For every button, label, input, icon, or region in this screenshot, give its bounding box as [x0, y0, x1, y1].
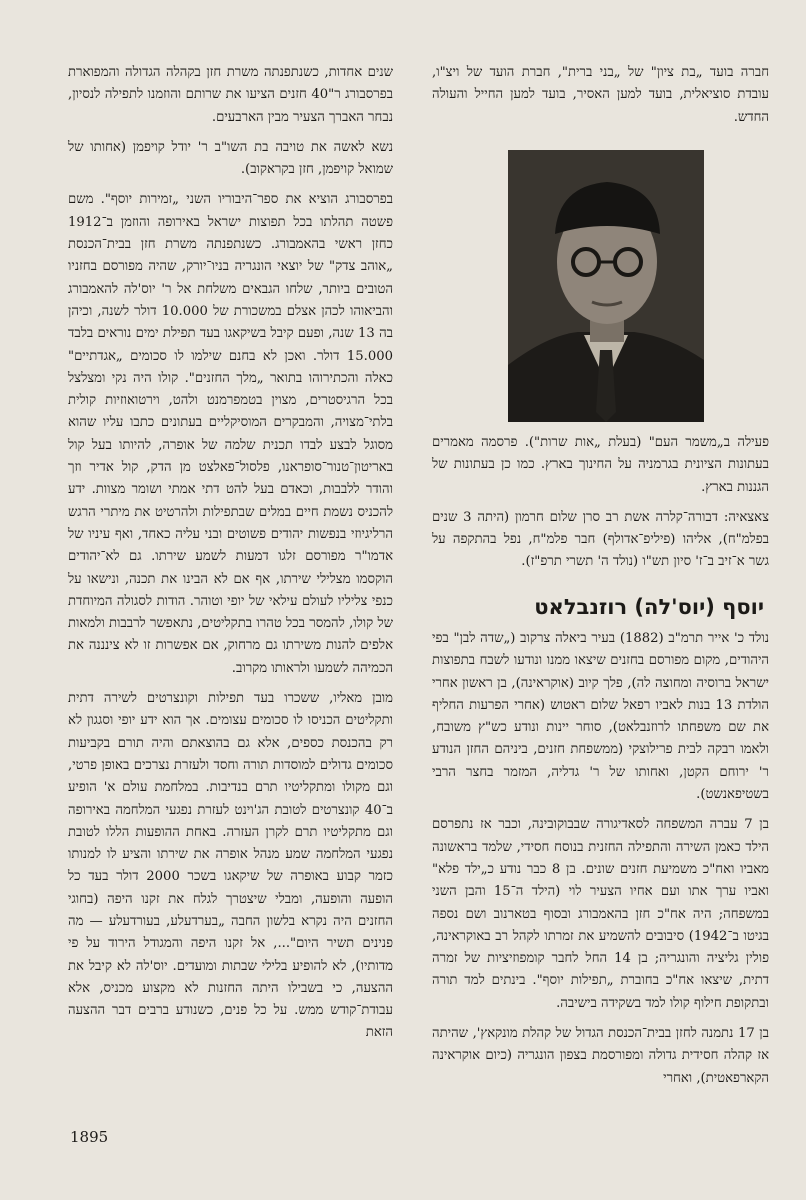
right-column-top: [432, 62, 769, 137]
paragraph: מובן מאליו, ששכרו בעד תפילות וקונצרטים לשירה דתית ותקליטים הכניסו לו סכומים עצומים. אך הוא ידע יופי וסגגון לא רק בהכנסת כספים, אלא גם בהוצאתם והיה תורם בקביעות סכומים גדולים למוסדות תורה וחסד ולעזרת נצרכים באופן פרטי, וגם מקולו ומתקליטיו תרם בנדיבות. במלחמת עולם א' הופיע ב־40 קונצרטים לטובת הג'וינט לעזרת נפגעי המלחמה באירופה וגם מתקליטיו תרם לקרן העזרה. באחת ההופעות הללו לטובת נפגעי המלחמה שמע מנהל אופרה את שירתו והציע לו למנותו כזמר קבוע באופרה של שיקאגו בשכר 2000 דולר בעד כל הופעה והופעה, ומבלי שיצטרך לגלח את זקנו היפה (בחוגי החזנים היה נקרא בלשון החבה „בערדעלע, בעורדעלע — מה פנינים תשיר היום"..., אל זקנו היפה והמגודל הירוד על פי מדותיו), לא להופיע בלילי שבתות ומועדים. יוס'לה לא קיבל את ההצעה, כי בשבילו היתה החזנות לא מקצוע מכניס, אלא עבודת־קודש ממש. על כל פנים, כשנודע ברבים דבר ההצעה הזאת: [68, 691, 393, 1041]
section-heading: יוסף (יוס'לה) רוזנבלאט: [534, 595, 764, 619]
paragraph: נולד כ' אייר תרמ"ב (1882) בעיר ביאלה צרקוב („שדה לבן" בפי היהודים, מקום מפורסם בחזנים שיצאו ממנו ונודעו לשבח בתפוצות ישראל ברוסיה ומחוצה לה), פלך קיוב (אוקראינה), בן ראשון אחרי הולדת 13 בנות לאביו רפאל שלום ראטוש (אחרי הפרעות החליף את שם משפחתו לרוזנבלאט), סוחר יינות ונודע כש"ץ משובח, ולאמו רבקה לבית פרילוצקי (ממשפחת חזנים, ביניהם החזן הנודע ר' ירוחם הקטן, ואחותו של ר' גדליה, המזמר בחצר הרבי בשטיפאנשט).: [432, 631, 769, 803]
right-column-caption: [432, 432, 769, 582]
portrait-photo: [508, 150, 704, 422]
paragraph: צאצאיה: דבורה־קלרה אשת רב סרן שלום חרמון (היתה 3 שנים בפלמ"ח), אליהו (פיליפ־אדולף) חבר פלמ"ח, נפל בהתקפה על גשר א־זיב ב־ז' סיון תש"ו (נולד ה' תשרי תרפ"ז).: [432, 509, 769, 570]
paragraph: בן 17 נתמנה לחזן בבית־הכנסת הגדול של קהלת מונקאץ', שהיתה אז קהלה חסידית גדולה ומפורסמת בצפון הונגריה (כיום אוקראינה הקארפאטית), ואחרי: [432, 1026, 769, 1086]
paragraph: בן 7 עברה המשפחה לסאדיגורה שבבוקובינה, וכבר אז נתפרסם הילד כאמן השירה והתפילה החזנית בנוסח חסידי, שלמד בראשונה מאביו ואח"כ משמיעת חזנים שונים. בן 8 כבר נודע כ„ילד פלא" ואביו ערך אתו ועם אחיו הצעיר לוי (הילד ה־15 והבן השני במשפחה; היה אח"כ חזן בהאמבורג ובסוף בטארנוב ושם נספה בגיטו ב־1942) סיבובים להשמיע את זמרתו לקהל רב באוקראינה, פולין גליציה והונגריה; בן 14 החל לחבר קומפוזיציות של זמרה דתית, שיצאו אח"כ בחוברת „תפילות יוסף". בינתים למד תורה ובתקופת חילוף קולו למד בשקידה בישיבה.: [432, 817, 769, 1011]
paragraph: נשא לאשה את טויבה בת השו"ב ר' יודל קויפמן (אחותו של שמואל קויפמן, חזן בקראקוב).: [68, 139, 393, 178]
page-number: 1895: [70, 1128, 109, 1146]
paragraph: בפרסבורג הוציא את ספר־היבוריו השני „זמירות יוסף". משם פשטה תהלתו בכל תפוצות ישראל באירופה והוזמן ב־1912 כחזן ראשי בהאמבורג. כשנתפנתה משרת חזן בבית־הכנסת „אוהב צדק" של יוצאי הונגריה בניו־יורק, שהיה מפורסם בחזניו הטובים ביותר, שלחו הגבאים משלחת אל ר' יוס'לה להאמבורג והביאוהו לכהן אצלם במשכורת של 10.000 דולר לשנה, וכיהן בה 13 שנה, ופעם קיבל בשיקאגו בעד תפילת ימים נוראים בלבד 15.000 דולר. ואכן לא בחנם שילמו לו סכומים „אגדתיים" כאלה והכתירוהו בתואר „מלך החזנים". קולו היה נקי ומצלצל בכל הרגיסטרים, מצוין בטמפרמנט ולהט, וירטואוזיות קולית בלתי־מצויה, והמבקרים המוסיקליים בעתונים כתבו עליו שהוא מסוגל לבצע לבדו תכנית שלמה של אופרה, להיותו בעל קול באריטון־טנור־סופראנו, פלסול־פאלצט מן הדק, קול אדיר וזך והודר ללבבות, וכאדם בעל להט דתי אמתי ושומר מצוות. ידע להכניס נשמת חיים במלים שבתפילות ולהרטיט את מיתרי הרגש הרליגיוזי בנפשות יהודים פשוטים ובני עליה כאחד, ואף עיניו של אדמו"ר מפורסם זלגו דמעות לשמע שירתו. גם לא־יהודים הוקסמו מצלילי שירתו, אף אם לא הבינו את תכנה, ונישאו על כנפי צליליו לעולם עילאי של יופי וטוהר. הודות לסגולה המיוחדת של קולו, להמסר בכל טהרו בתקליטים, נתאפשר לרבבות ולמאות אלפים להנות משירתו גם מרחוק, אם אפשרות זו לא צינננה את הכמיהה לשמעו ולראותו מקרוב.: [68, 192, 394, 676]
right-column-bio: [432, 628, 769, 1098]
left-column: [68, 62, 393, 1053]
paragraph: חברה בועד „בת ציון" של „בני ברית", חברת הועד של ויצ"ו, עובדת סוציאלית, בועד למען האסיר, בועד למען החייל והעולה החדש.: [432, 65, 769, 125]
paragraph: פעילה ב„משמר העם" (בעלת „אות שרות"). פרסמה מאמרים בעתונות הציונית בגרמניה על החינוך בארץ. כמו כן בעתונות של הגננות בארץ.: [432, 435, 769, 495]
paragraph: שנים אחדות, כשנתפנתה משרת חזן בקהלה הגדולה והמפוארת בפרסבורג ר"40 חזנים הציעו את שרותם והוזמנו לתפילה לנסיון, נבחר האברך הצעיר מבין הארבעים.: [68, 65, 393, 125]
